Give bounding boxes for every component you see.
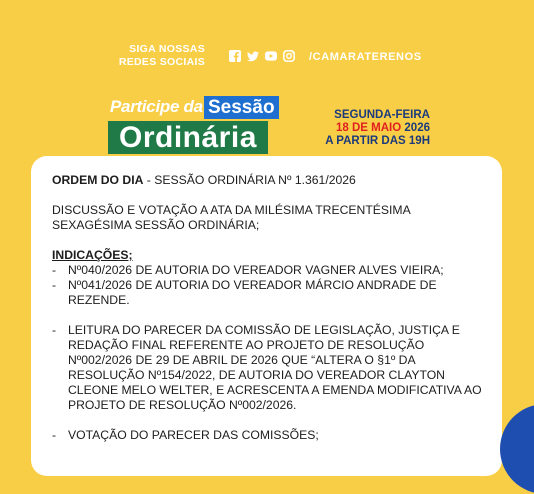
agenda-content xyxy=(52,173,487,443)
follow-us-text xyxy=(110,43,205,69)
indicacao-1: Nº040/2026 DE AUTORIA DO VEREADOR VAGNER ALVES VIEIRA; xyxy=(68,263,444,277)
list-item xyxy=(52,428,487,443)
session-date xyxy=(304,109,430,148)
instagram-icon[interactable] xyxy=(283,50,295,62)
agenda-heading-bold: ORDEM DO DIA xyxy=(52,173,144,187)
follow-line-2: REDES SOCIAIS xyxy=(118,56,205,68)
facebook-icon[interactable] xyxy=(229,50,241,62)
title-participe: Participe da xyxy=(110,97,203,116)
dash-marker: - xyxy=(52,428,57,442)
date-day-month: 18 DE MAIO xyxy=(336,122,402,134)
title-ordinaria: Ordinária xyxy=(108,121,268,154)
list-item xyxy=(52,278,487,308)
social-bar xyxy=(0,43,534,73)
agenda-discussion: DISCUSSÃO E VOTAÇÃO A ATA DA MILÉSIMA TRECENTÉSIMA SEXAGÉSIMA SESSÃO ORDINÁRIA; xyxy=(52,203,411,232)
date-time: A PARTIR DAS 19H xyxy=(325,135,430,147)
agenda-card xyxy=(31,156,502,476)
social-icons xyxy=(229,50,295,62)
indicacao-2: Nº041/2026 DE AUTORIA DO VEREADOR MÁRCIO ANDRADE DE REZENDE. xyxy=(68,278,437,307)
agenda-votacao: VOTAÇÃO DO PARECER DAS COMISSÕES; xyxy=(68,428,319,442)
dash-marker: - xyxy=(52,278,57,292)
agenda-heading xyxy=(52,173,487,188)
social-handle[interactable]: /CAMARATERENOS xyxy=(309,51,422,63)
agenda-leitura: LEITURA DO PARECER DA COMISSÃO DE LEGISLAÇÃO, JUSTIÇA E REDAÇÃO FINAL REFERENTE AO PROJETO DE RESOLUÇÃO Nº002/2026 DE 29 DE ABRIL DE 2026 QUE “ALTERA O §1º DA RESOLUÇÃO Nº154/2022, DE AUTORIA DO VEREADOR CLAYTON CLEONE MELO WELTER, E ACRESCENTA A EMENDA MODIFICATIVA AO PROJETO DE RESOLUÇÃO Nº002/2026. xyxy=(68,323,482,412)
indicacoes-label: INDICAÇÕES; xyxy=(52,248,133,262)
youtube-icon[interactable] xyxy=(265,50,277,62)
date-weekday: SEGUNDA-FEIRA xyxy=(334,109,430,121)
title-sessao: Sessão xyxy=(204,96,279,119)
follow-line-1: SIGA NOSSAS xyxy=(129,43,205,55)
session-title xyxy=(108,97,298,157)
dash-marker: - xyxy=(52,323,57,337)
list-item xyxy=(52,323,487,413)
dash-marker: - xyxy=(52,263,57,277)
date-day xyxy=(304,122,430,135)
agenda-heading-rest: - SESSÃO ORDINÁRIA Nº 1.361/2026 xyxy=(143,173,356,187)
date-year: 2026 xyxy=(404,122,430,134)
list-item xyxy=(52,263,487,278)
decorative-blue-shape xyxy=(500,404,534,494)
twitter-icon[interactable] xyxy=(247,50,259,62)
